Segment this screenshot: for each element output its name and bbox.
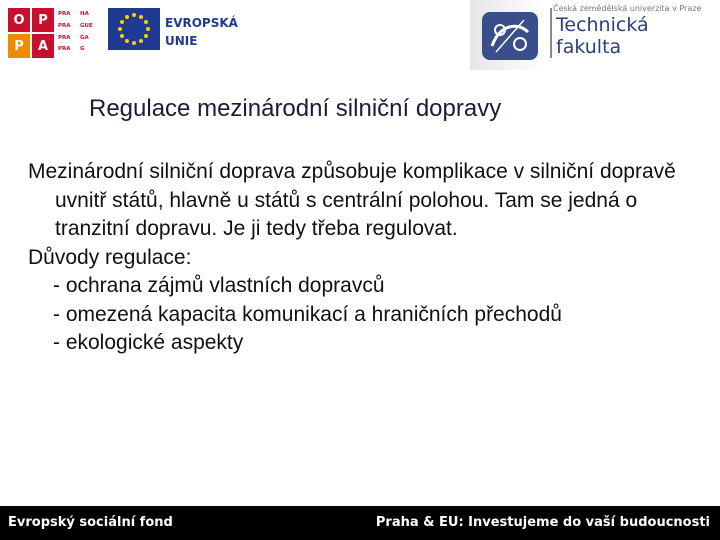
faculty-emblem-icon [478,6,542,66]
eu-label-line1: EVROPSKÁ [165,16,238,30]
reason-item: - omezená kapacita komunikací a hraničních přechodů [53,302,562,326]
oppa-logo [8,8,100,58]
reason-item: - ochrana zájmů vlastních dopravců [53,274,385,297]
eu-label [165,14,238,50]
oppa-letter: P [32,8,54,32]
oppa-word: GUE [80,22,93,29]
slide-body [28,158,708,358]
faculty-name-line1: Technická [556,14,649,36]
eu-flag-icon [108,8,160,50]
oppa-letter: A [32,34,54,58]
faculty-name-line2: fakulta [556,36,622,58]
oppa-word: GA [80,34,89,41]
oppa-letter: O [8,8,30,32]
oppa-word: PRA [58,11,71,17]
university-name: Česká zemědělská univerzita v Praze [553,4,702,13]
oppa-word: G [80,46,85,53]
oppa-word: PRA [58,46,71,53]
reason-item: - ekologické aspekty [53,331,244,354]
faculty-divider [550,8,552,58]
oppa-words [58,10,100,56]
footer-bar [0,506,720,540]
body-paragraph: Mezinárodní silniční doprava způsobuje komplikace v silniční dopravě uvnitř států, hlavně u států s centrální polohou. Tam se jedná o tranzitní dopravu. Je ji tedy třeba regulovat. [28,160,676,240]
eu-label-line2: UNIE [165,34,198,48]
oppa-letter: P [8,34,30,58]
oppa-word: PRA [58,22,71,29]
faculty-name [556,14,649,58]
slide-title: Regulace mezinárodní silniční dopravy [89,95,502,122]
reasons-heading: Důvody regulace: [28,245,192,269]
oppa-word: PRA [58,34,71,41]
footer-right-text: Praha & EU: Investujeme do vaší budoucnosti [375,515,710,530]
footer-left-text: Evropský sociální fond [8,515,173,530]
oppa-word: HA [80,11,89,17]
